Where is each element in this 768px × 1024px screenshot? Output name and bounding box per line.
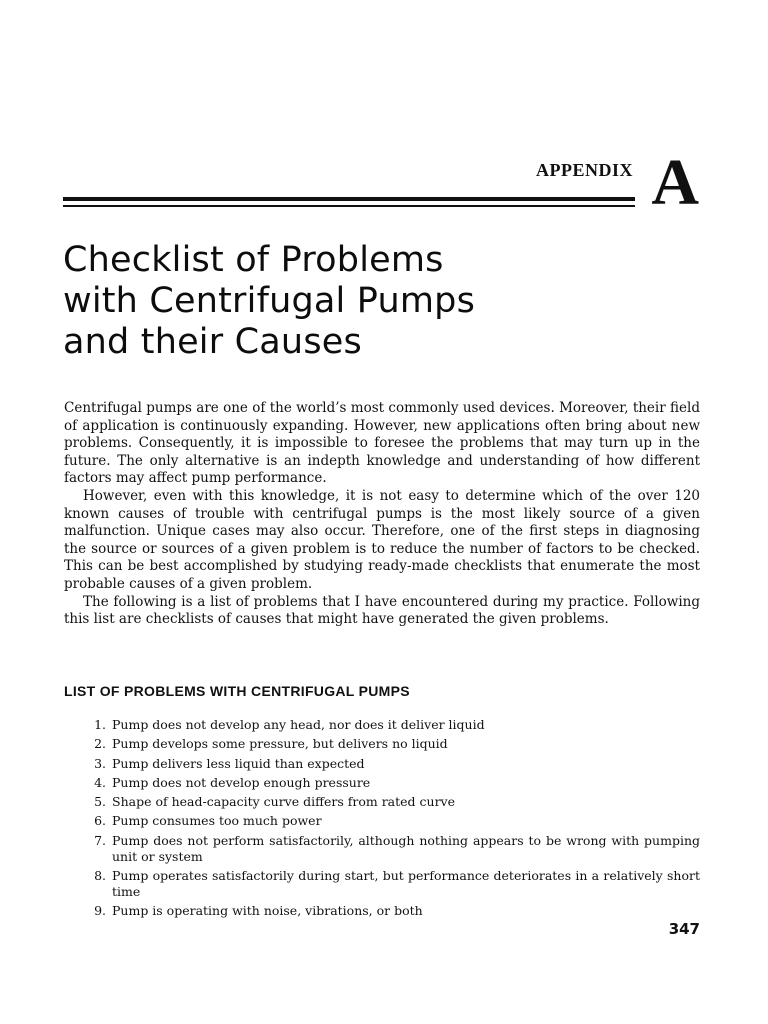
list-item-text: Pump delivers less liquid than expected [112,755,365,771]
list-item-text: Pump is operating with noise, vibrations, or both [112,903,423,919]
list-item-number: 6. [94,813,106,829]
appendix-header [63,146,703,219]
list-item [84,813,700,829]
list-item [84,833,700,865]
list-item [84,903,700,919]
problem-list [84,717,700,923]
list-item [84,736,700,752]
list-item-text: Pump does not develop any head, nor does it deliver liquid [112,717,485,732]
section-heading: LIST OF PROBLEMS WITH CENTRIFUGAL PUMPS [64,683,410,699]
list-item-number: 1. [94,717,106,732]
list-item-number: 8. [94,868,106,884]
list-item-number: 9. [94,903,106,919]
list-item-number: 5. [94,794,106,810]
list-item [84,717,700,733]
list-item [84,868,700,900]
list-item [84,775,700,791]
intro-paragraph: However, even with this knowledge, it is not easy to determine which of the over 120 known causes of trouble with centrifugal pumps is the most likely source of a given malfunction. Unique cases may also occur. Therefore, one of the first steps in diagnosing the source or sources of a given problem is to reduce the number of factors to be checked. This can be best accomplished by studying ready-made checklists that enumerate the most probable causes of a given problem. [64,487,700,592]
list-item-text: Pump does not perform satisfactorily, although nothing appears to be wrong with pumping unit or system [112,832,700,864]
list-item-text: Pump does not develop enough pressure [112,774,371,790]
appendix-label: APPENDIX [536,160,633,180]
list-item-number: 4. [94,774,106,790]
chapter-title [63,240,663,363]
list-item-number: 3. [94,755,106,771]
page-number: 347 [668,920,700,938]
chapter-title-line: Checklist of Problems [63,240,444,280]
list-item [84,794,700,810]
list-item-text: Pump consumes too much power [112,813,322,829]
list-item-text: Shape of head-capacity curve differs from rated curve [112,794,456,810]
list-item-number: 2. [94,736,106,752]
header-rule-thin [63,205,635,207]
chapter-title-line: and their Causes [63,322,362,362]
list-item-text: Pump operates satisfactorily during start, but performance deteriorates in a relatively short time [112,868,700,900]
list-item [84,756,700,772]
header-rule-thick [63,197,635,201]
intro-paragraph: The following is a list of problems that I have encountered during my practice. Following this list are checklists of causes that might have generated the given problems. [64,593,700,628]
list-item-text: Pump develops some pressure, but delivers no liquid [112,736,448,752]
list-item-number: 7. [94,832,106,848]
appendix-letter: A [651,146,699,219]
intro-text [64,400,700,629]
intro-paragraph: Centrifugal pumps are one of the world’s most commonly used devices. Moreover, their field of application is continuously expanding. However, new applications often bring about new problems. Consequently, it is impossible to foresee the problems that may turn up in the future. The only alternative is an indepth knowledge and understanding of how different factors may affect pump performance. [64,400,700,487]
chapter-title-line: with Centrifugal Pumps [63,281,476,321]
